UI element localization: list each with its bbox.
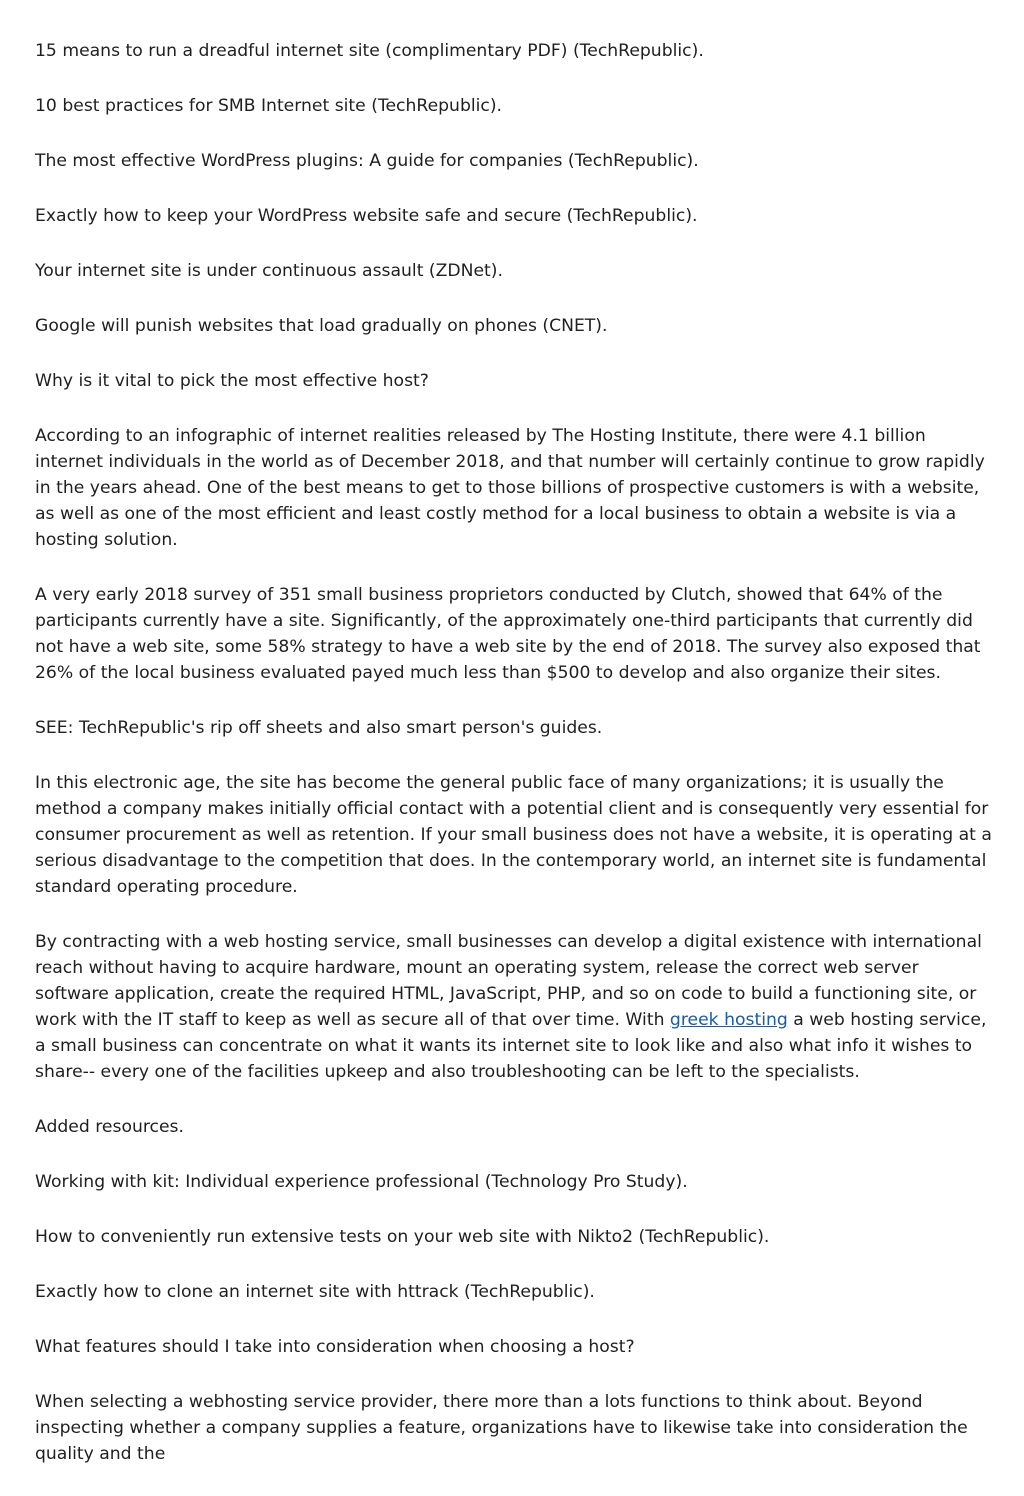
paragraph-18: When selecting a webhosting service provider, there more than a lots functions to think about. Beyond inspecting whether a company supplies a feature, organizations have to likewise take into consideration the quality and the	[35, 1392, 968, 1464]
paragraph-1: 15 means to run a dreadful internet site (complimentary PDF) (TechRepublic).	[35, 41, 704, 61]
paragraph-11: In this electronic age, the site has become the general public face of many organizations; it is usually the method a company makes initially official contact with a potential client and is consequently very essential for consumer procurement as well as retention. If your small business does not have a website, it is operating at a serious disadvantage to the competition that does. In the contemporary world, an internet site is fundamental standard operating procedure.	[35, 773, 992, 897]
paragraph-4: Exactly how to keep your WordPress website safe and secure (TechRepublic).	[35, 206, 698, 226]
paragraph-15: How to conveniently run extensive tests on your web site with Nikto2 (TechRepublic).	[35, 1227, 770, 1247]
paragraph-14: Working with kit: Individual experience professional (Technology Pro Study).	[35, 1172, 688, 1192]
paragraph-13: Added resources.	[35, 1117, 184, 1137]
paragraph-5: Your internet site is under continuous assault (ZDNet).	[35, 261, 503, 281]
paragraph-10: SEE: TechRepublic's rip off sheets and also smart person's guides.	[35, 718, 603, 738]
document-body	[35, 38, 997, 1496]
paragraph-2: 10 best practices for SMB Internet site (TechRepublic).	[35, 96, 503, 116]
paragraph-8: According to an infographic of internet realities released by The Hosting Institute, there were 4.1 billion internet individuals in the world as of December 2018, and that number will certainly continue to grow rapidly in the years ahead. One of the best means to get to those billions of prospective customers is with a website, as well as one of the most efficient and least costly method for a local business to obtain a website is via a hosting solution.	[35, 426, 985, 550]
paragraph-6: Google will punish websites that load gradually on phones (CNET).	[35, 316, 608, 336]
paragraph-12-text-before: By contracting with a web hosting service, small businesses can develop a digital existence with international reach without having to acquire hardware, mount an operating system, release the correct web server software application, create the required HTML, JavaScript, PHP, and so on code to build a functioning site, or work with the IT staff to keep as well as secure all of that over time. With	[35, 932, 982, 1030]
paragraph-16: Exactly how to clone an internet site with httrack (TechRepublic).	[35, 1282, 595, 1302]
paragraph-9: A very early 2018 survey of 351 small business proprietors conducted by Clutch, showed that 64% of the participants currently have a site. Significantly, of the approximately one-third participants that currently did not have a web site, some 58% strategy to have a web site by the end of 2018. The survey also exposed that 26% of the local business evaluated payed much less than $500 to develop and also organize their sites.	[35, 585, 981, 683]
paragraph-17: What features should I take into consideration when choosing a host?	[35, 1337, 635, 1357]
paragraph-7: Why is it vital to pick the most effective host?	[35, 371, 429, 391]
paragraph-12-text-after: a web hosting service, a small business can concentrate on what it wants its internet site to look like and also what info it wishes to share-- every one of the facilities upkeep and also troubleshooting can be left to the specialists.	[35, 1010, 987, 1082]
greek-hosting-link[interactable]: greek hosting	[669, 1010, 788, 1030]
paragraph-12	[35, 929, 997, 1085]
paragraph-3: The most effective WordPress plugins: A guide for companies (TechRepublic).	[35, 151, 699, 171]
